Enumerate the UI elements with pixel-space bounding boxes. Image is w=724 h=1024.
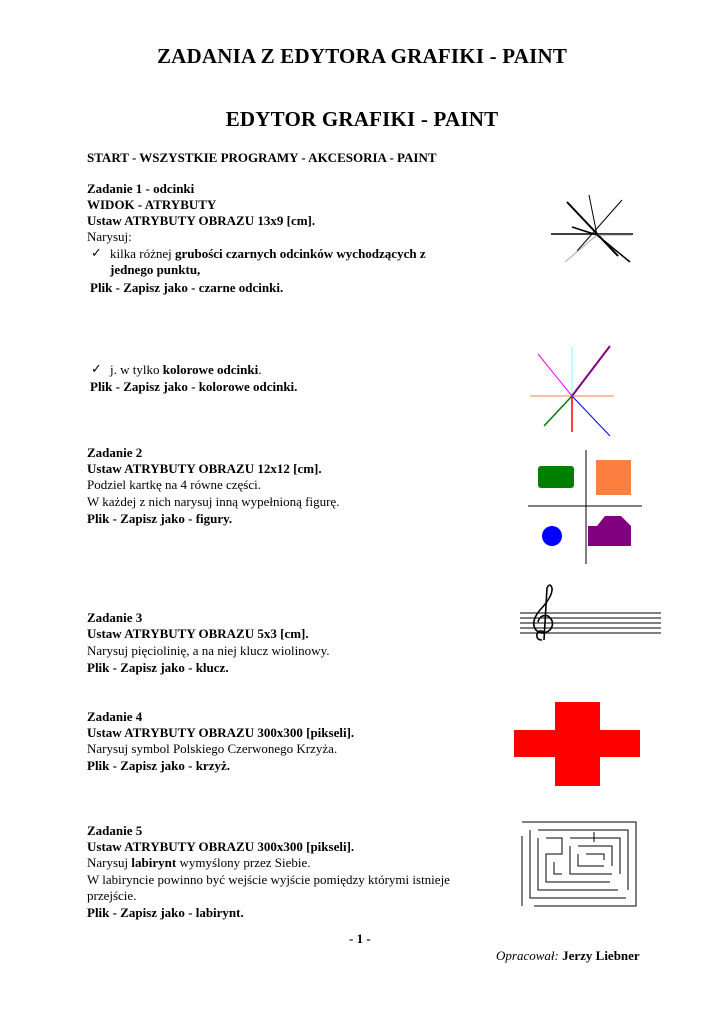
- task4-text: Narysuj symbol Polskiego Czerwonego Krzyża.: [87, 741, 338, 756]
- task1-draw: Narysuj:: [87, 229, 132, 244]
- task1-save2: Plik - Zapisz jako - kolorowe odcinki.: [90, 379, 298, 394]
- task1-item1-cont: jednego punktu,: [110, 262, 201, 277]
- red-cross-figure: [514, 702, 640, 786]
- checkmark-icon: ✓: [91, 361, 102, 376]
- task2-text2: W każdej z nich narysuj inną wypełnioną figurę.: [87, 494, 340, 509]
- shapes-figure: [528, 448, 644, 566]
- green-rectangle: [538, 466, 574, 488]
- task1-item2: j. w tylko kolorowe odcinki.: [110, 362, 262, 377]
- black-lines-figure: [540, 190, 640, 270]
- task4-attributes: Ustaw ATRYBUTY OBRAZU 300x300 [pikseli].: [87, 725, 355, 740]
- task1-attributes: Ustaw ATRYBUTY OBRAZU 13x9 [cm].: [87, 213, 316, 228]
- task4-heading: Zadanie 4: [87, 709, 143, 724]
- orange-square: [596, 460, 631, 495]
- colored-lines-figure: [530, 340, 620, 440]
- task2-save: Plik - Zapisz jako - figury.: [87, 511, 233, 526]
- music-staff-figure: [518, 582, 664, 642]
- task1-save1: Plik - Zapisz jako - czarne odcinki.: [90, 280, 284, 295]
- menu-path: START - WSZYSTKIE PROGRAMY - AKCESORIA - PAINT: [87, 150, 437, 165]
- purple-polygon: [588, 516, 631, 546]
- task3-heading: Zadanie 3: [87, 610, 143, 625]
- task2-attributes: Ustaw ATRYBUTY OBRAZU 12x12 [cm].: [87, 461, 322, 476]
- page-subtitle: EDYTOR GRAFIKI - PAINT: [225, 107, 499, 131]
- page-title: ZADANIA Z EDYTORA GRAFIKI - PAINT: [156, 44, 568, 68]
- task2-heading: Zadanie 2: [87, 445, 143, 460]
- task5-heading: Zadanie 5: [87, 823, 143, 838]
- task3-save: Plik - Zapisz jako - klucz.: [87, 660, 229, 675]
- task3-attributes: Ustaw ATRYBUTY OBRAZU 5x3 [cm].: [87, 626, 309, 641]
- task3-text: Narysuj pięciolinię, a na niej klucz wiolinowy.: [87, 643, 330, 658]
- task5-text2: W labiryncie powinno być wejście wyjście pomiędzy którymi istnieje: [87, 872, 450, 887]
- maze-figure: [518, 818, 640, 910]
- blue-circle: [542, 526, 562, 546]
- author: Opracował: Jerzy Liebner: [496, 948, 640, 963]
- task1-heading: Zadanie 1 - odcinki: [87, 181, 195, 196]
- checkmark-icon: ✓: [91, 245, 102, 260]
- task5-save: Plik - Zapisz jako - labirynt.: [87, 905, 244, 920]
- task1-item1: kilka różnej grubości czarnych odcinków wychodzących z: [110, 246, 426, 261]
- task2-text1: Podziel kartkę na 4 równe części.: [87, 477, 261, 492]
- page-number: - 1 -: [349, 931, 371, 946]
- task5-text3: przejście.: [87, 888, 137, 903]
- task5-attributes: Ustaw ATRYBUTY OBRAZU 300x300 [pikseli].: [87, 839, 355, 854]
- task4-save: Plik - Zapisz jako - krzyż.: [87, 758, 230, 773]
- task5-text1: Narysuj labirynt wymyślony przez Siebie.: [87, 855, 311, 870]
- task1-menu: WIDOK - ATRYBUTY: [87, 197, 217, 212]
